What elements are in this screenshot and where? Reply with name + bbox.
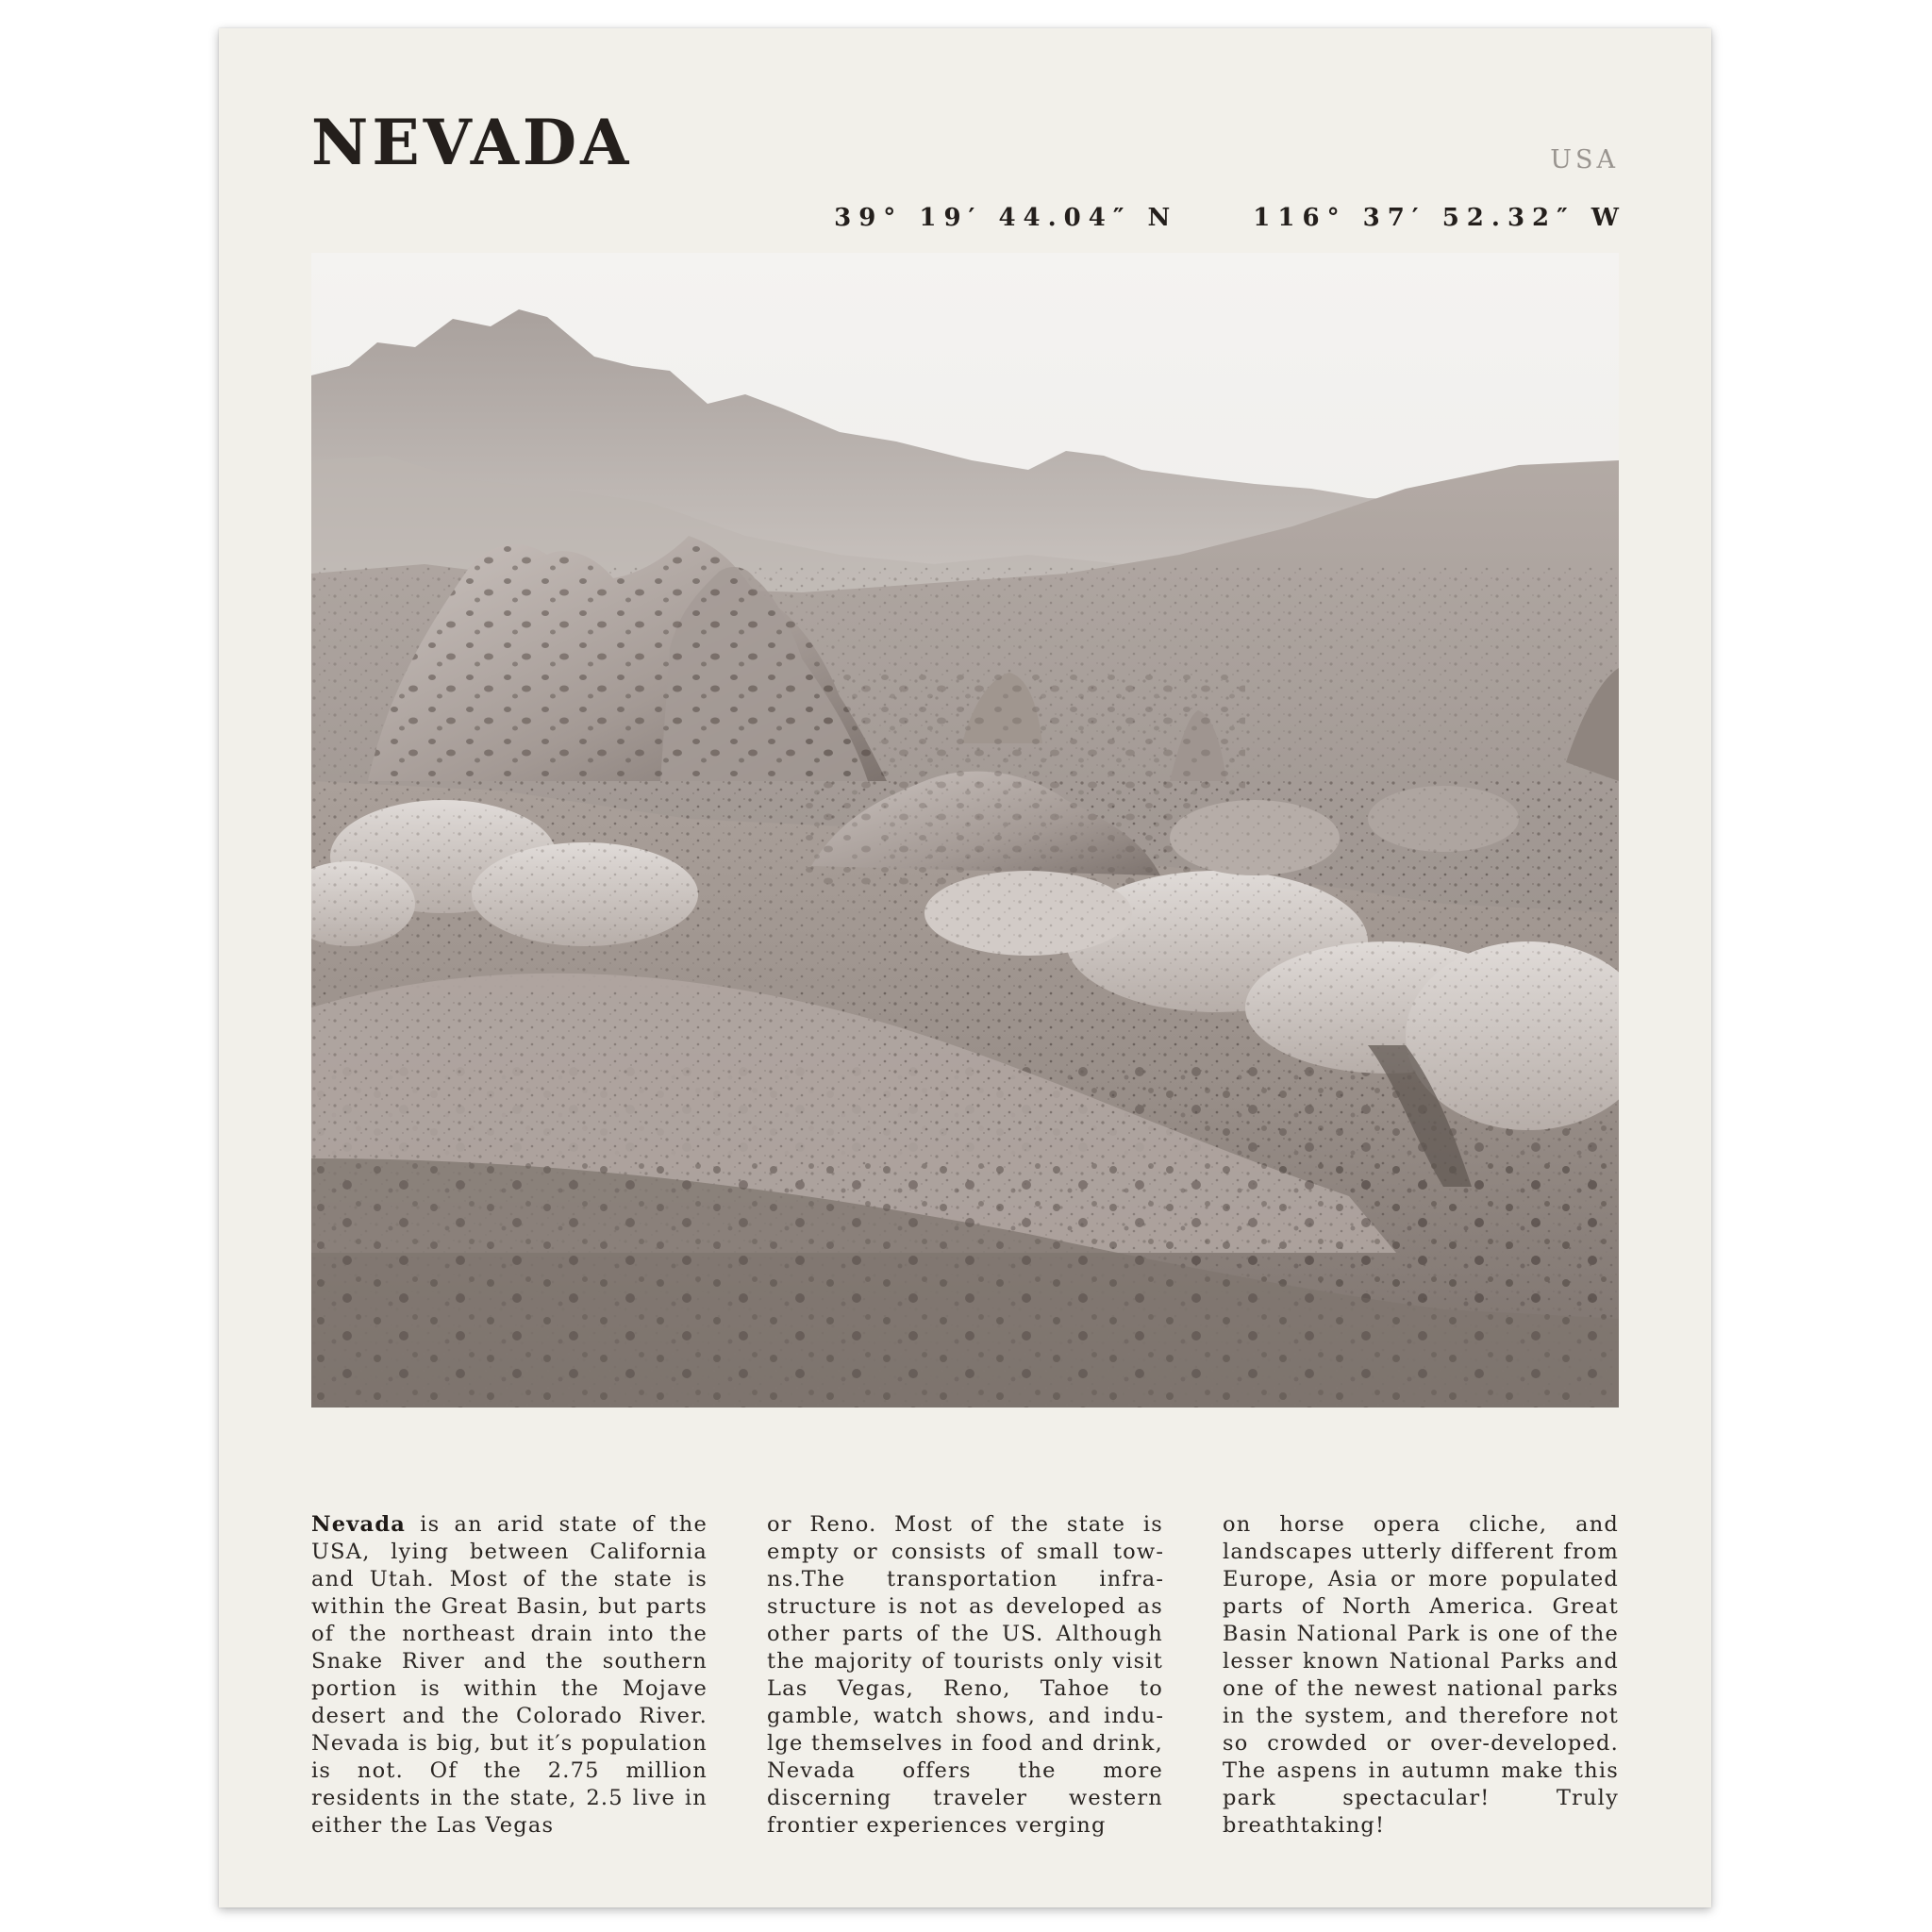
coordinates xyxy=(834,204,1626,232)
description xyxy=(311,1511,1619,1840)
description-column-1 xyxy=(311,1511,708,1840)
latitude: 39° 19′ 44.04″ N xyxy=(834,204,1178,232)
landscape-photo xyxy=(311,253,1619,1407)
poster xyxy=(219,28,1711,1907)
desert-landscape-icon xyxy=(311,253,1619,1407)
description-column-2: or Reno. Most of the state is empty or consists of small towns.The transportation infrastructure is not as developed as other parts of the US. Although the majority of tourists only visit Las Vegas, Reno, Tahoe to gamble, watch shows, and indulge themselves in food and drink, Nevada offers the more discerning traveler western frontier experiences verging xyxy=(767,1512,1163,1838)
description-lead: Nevada xyxy=(311,1512,407,1537)
poster-title: NEVADA xyxy=(311,106,633,179)
description-column-3: on horse opera cliche, and landscapes utterly different from Europe, Asia or more populated parts of North America. Great Basin National Park is one of the lesser known National Parks and one of the newest national parks in the system, and therefore not so crowded or over-developed. The aspens in autumn make this park spectacular! Truly breathtaking! xyxy=(1223,1512,1619,1838)
description-column-1-text: is an arid state of the USA, lying between California and Utah. Most of the state is within the Great Basin, but parts of the northeast drain into the Snake River and the southern portion is within the Mojave desert and the Colorado River. Nevada is big, but it′s population is not. Of the 2.75 million residents in the state, 2.5 live in either the Las Vegas xyxy=(311,1512,708,1838)
longitude: 116° 37′ 52.32″ W xyxy=(1253,204,1626,232)
country-label: USA xyxy=(1550,145,1619,175)
